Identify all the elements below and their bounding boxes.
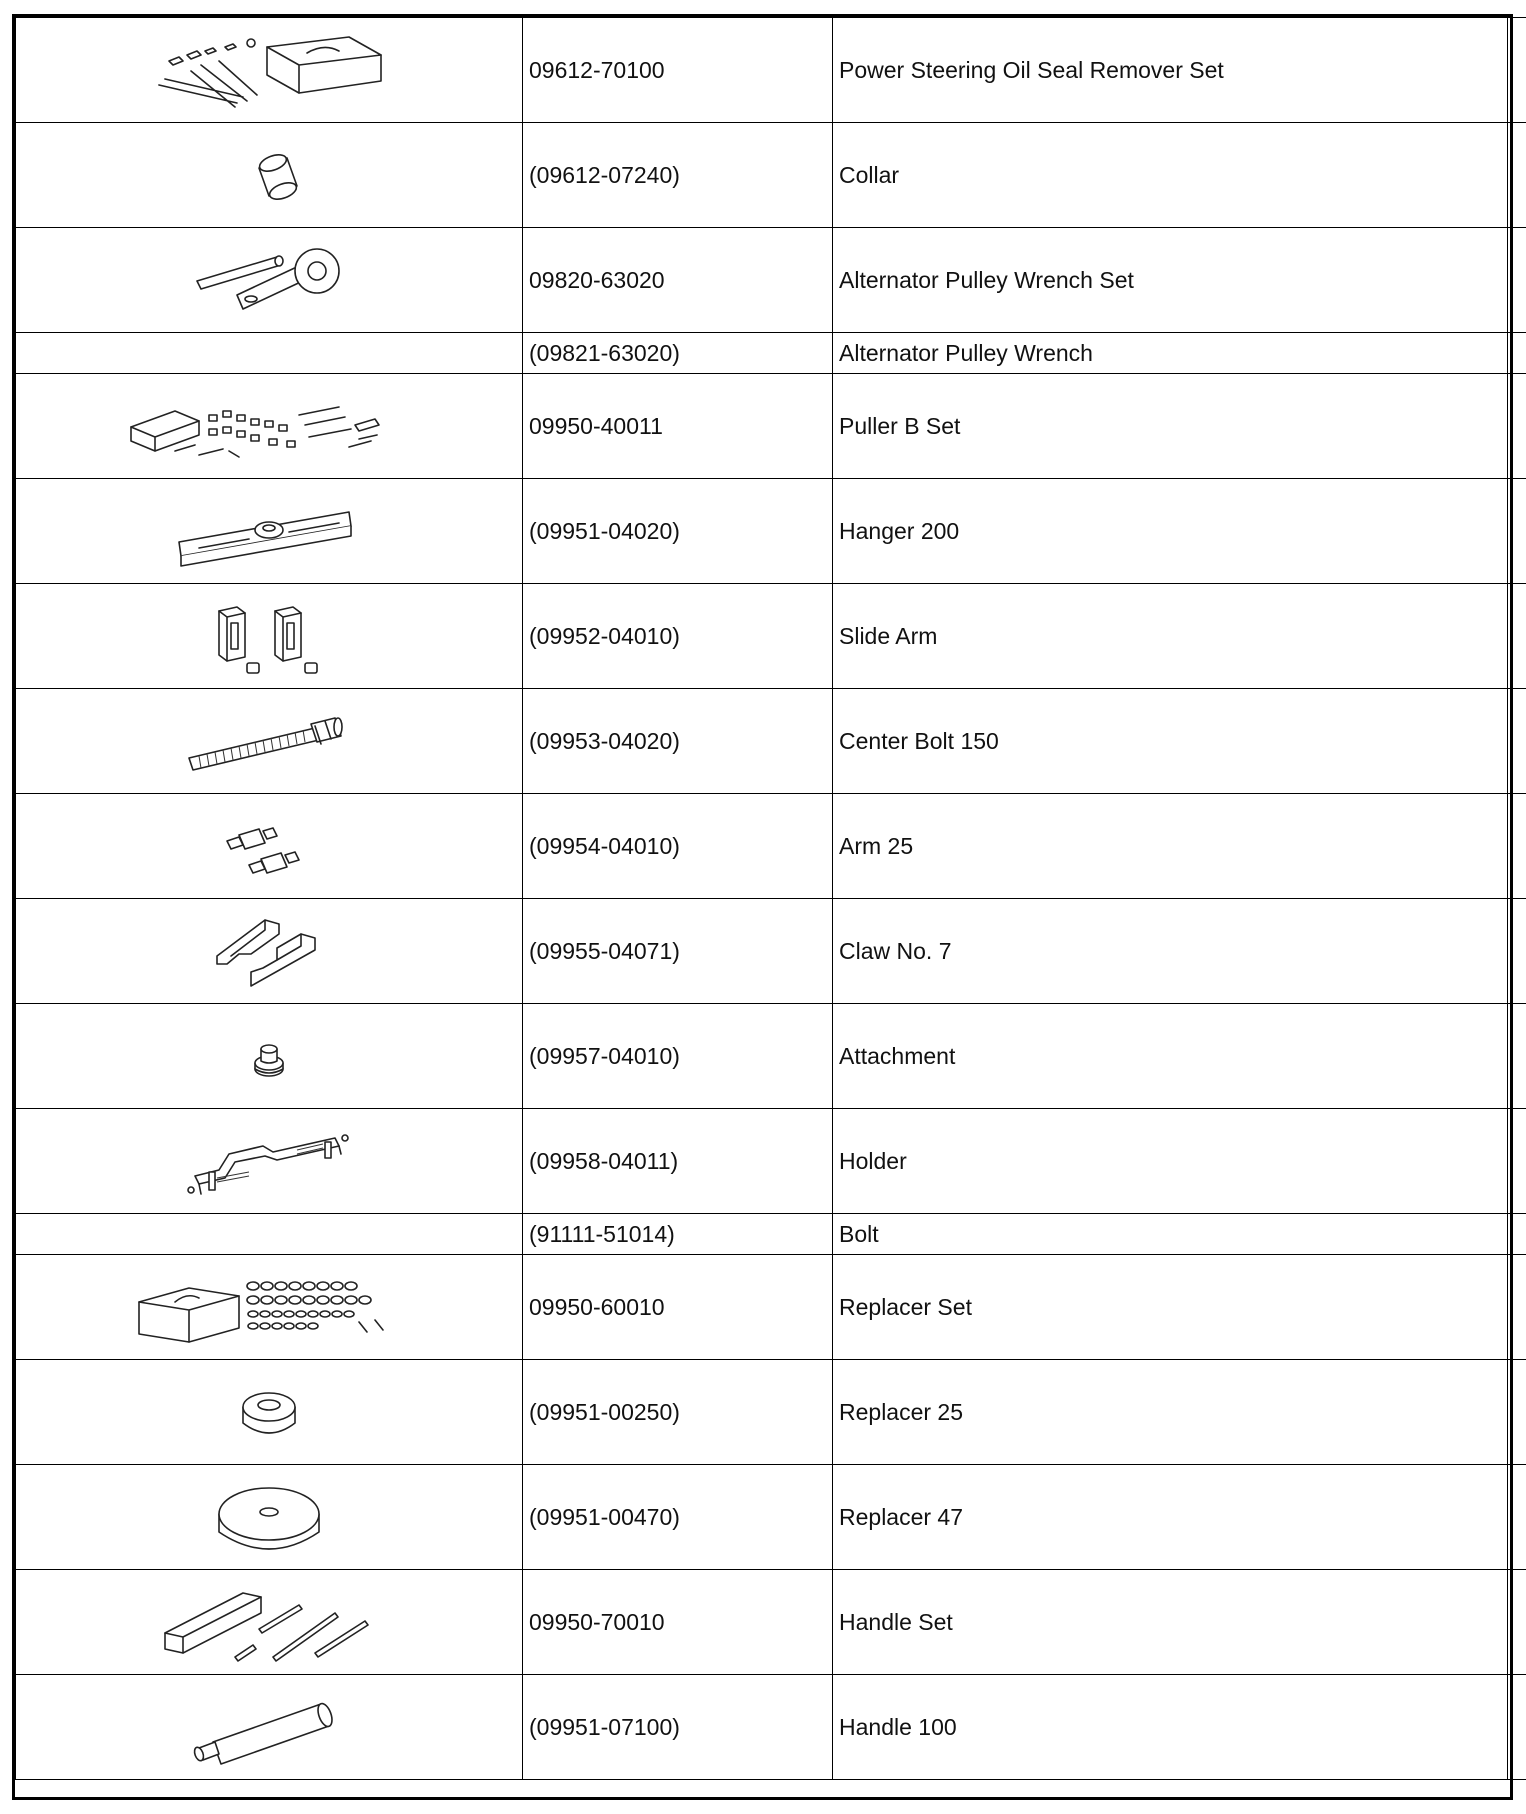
tool-name: Power Steering Oil Seal Remover Set xyxy=(833,18,1508,123)
replacer-25-icon xyxy=(139,1367,399,1457)
illustration-cell xyxy=(16,123,523,228)
part-number: (09951-00250) xyxy=(523,1360,833,1465)
part-number: (09951-07100) xyxy=(523,1675,833,1780)
tool-name: Bolt xyxy=(833,1214,1508,1255)
table-row xyxy=(16,689,1526,794)
illustration-cell xyxy=(16,689,523,794)
table-row xyxy=(16,1570,1526,1675)
part-number: 09950-60010 xyxy=(523,1255,833,1360)
part-number: (09955-04071) xyxy=(523,899,833,1004)
handle-icon xyxy=(139,1682,399,1772)
illustration-cell xyxy=(16,333,523,374)
tool-name: Center Bolt 150 xyxy=(833,689,1508,794)
table-row xyxy=(16,1465,1526,1570)
part-number: 09820-63020 xyxy=(523,228,833,333)
illustration-cell xyxy=(16,479,523,584)
tool-name: Claw No. 7 xyxy=(833,899,1508,1004)
tool-name: Attachment xyxy=(833,1004,1508,1109)
part-number: (09612-07240) xyxy=(523,123,833,228)
tool-name: Handle 100 xyxy=(833,1675,1508,1780)
collar-icon xyxy=(139,130,399,220)
illustration-cell xyxy=(16,1570,523,1675)
part-number: (09954-04010) xyxy=(523,794,833,899)
table-row xyxy=(16,479,1526,584)
center-bolt-icon xyxy=(139,696,399,786)
table-row xyxy=(16,374,1526,479)
illustration-cell xyxy=(16,18,523,123)
table-row xyxy=(16,1109,1526,1214)
table-row xyxy=(16,584,1526,689)
tool-name: Alternator Pulley Wrench xyxy=(833,333,1508,374)
claw-icon xyxy=(139,906,399,996)
handle-set-icon xyxy=(139,1577,399,1667)
tool-name: Hanger 200 xyxy=(833,479,1508,584)
illustration-cell xyxy=(16,584,523,689)
part-number: (09953-04020) xyxy=(523,689,833,794)
special-service-tools-table xyxy=(12,14,1513,1800)
arm-icon xyxy=(139,801,399,891)
part-number: (09952-04010) xyxy=(523,584,833,689)
part-number: 09950-70010 xyxy=(523,1570,833,1675)
part-number: (09958-04011) xyxy=(523,1109,833,1214)
table-row xyxy=(16,1255,1526,1360)
tool-name: Replacer 47 xyxy=(833,1465,1508,1570)
pulley-wrench-set-icon xyxy=(139,235,399,325)
illustration-cell xyxy=(16,1360,523,1465)
table-row xyxy=(16,1360,1526,1465)
table-row xyxy=(16,794,1526,899)
table-row xyxy=(16,1004,1526,1109)
part-number: (09951-00470) xyxy=(523,1465,833,1570)
holder-icon xyxy=(139,1116,399,1206)
hanger-icon xyxy=(139,486,399,576)
tool-name: Puller B Set xyxy=(833,374,1508,479)
table-row xyxy=(16,899,1526,1004)
tool-name: Slide Arm xyxy=(833,584,1508,689)
puller-set-icon xyxy=(119,381,419,471)
illustration-cell xyxy=(16,1004,523,1109)
illustration-cell xyxy=(16,794,523,899)
tool-name: Collar xyxy=(833,123,1508,228)
table-row xyxy=(16,228,1526,333)
attachment-icon xyxy=(139,1011,399,1101)
tool-name: Replacer 25 xyxy=(833,1360,1508,1465)
table-row xyxy=(16,123,1526,228)
illustration-cell xyxy=(16,228,523,333)
part-number: (09821-63020) xyxy=(523,333,833,374)
illustration-cell xyxy=(16,1214,523,1255)
table-row xyxy=(16,18,1526,123)
tool-name: Handle Set xyxy=(833,1570,1508,1675)
remover-set-icon xyxy=(139,25,399,115)
tool-name: Arm 25 xyxy=(833,794,1508,899)
tool-name: Holder xyxy=(833,1109,1508,1214)
illustration-cell xyxy=(16,1109,523,1214)
slide-arm-icon xyxy=(139,591,399,681)
part-number: 09612-70100 xyxy=(523,18,833,123)
illustration-cell xyxy=(16,1255,523,1360)
illustration-cell xyxy=(16,1675,523,1780)
table-row xyxy=(16,1675,1526,1780)
table-row xyxy=(16,1214,1526,1255)
illustration-cell xyxy=(16,899,523,1004)
replacer-set-icon xyxy=(119,1262,419,1352)
tool-name: Replacer Set xyxy=(833,1255,1508,1360)
table-row xyxy=(16,333,1526,374)
part-number: (91111-51014) xyxy=(523,1214,833,1255)
tool-name: Alternator Pulley Wrench Set xyxy=(833,228,1508,333)
part-number: (09957-04010) xyxy=(523,1004,833,1109)
illustration-cell xyxy=(16,374,523,479)
part-number: (09951-04020) xyxy=(523,479,833,584)
illustration-cell xyxy=(16,1465,523,1570)
part-number: 09950-40011 xyxy=(523,374,833,479)
tools-table xyxy=(15,17,1526,1780)
replacer-47-icon xyxy=(139,1472,399,1562)
